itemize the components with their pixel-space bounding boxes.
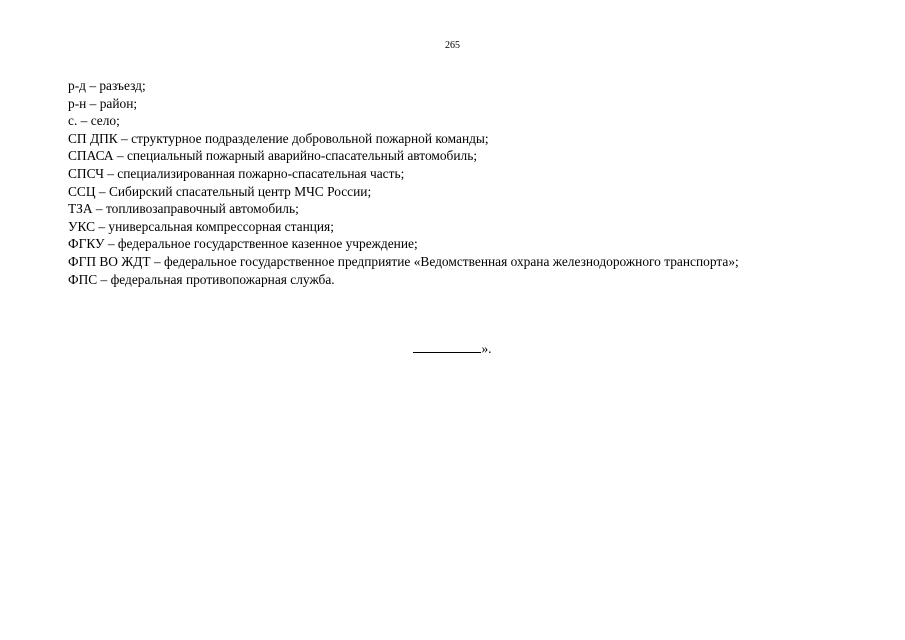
abbreviation-item — [68, 112, 888, 130]
abbreviation-definition: разъезд; — [99, 78, 146, 93]
abbreviation-separator: – — [95, 218, 109, 234]
abbreviation-term: с. — [68, 113, 78, 129]
abbreviation-item — [68, 147, 888, 165]
closing-quote: ». — [481, 341, 492, 356]
abbreviation-definition: село; — [90, 113, 120, 129]
abbreviation-term: ФПС — [68, 271, 98, 287]
abbreviation-separator: – — [86, 95, 100, 111]
abbreviation-term: р-н — [68, 95, 87, 111]
abbreviation-definition: район; — [99, 95, 138, 111]
page-number: 265 — [445, 40, 460, 51]
abbreviation-separator: – — [117, 130, 132, 146]
abbreviation-definition: федеральное государственное предприятие «Ведомственная охрана железнодорожного транспорта»; — [164, 253, 739, 269]
abbreviation-definition: структурное подразделение добровольной пожарной команды; — [131, 130, 489, 146]
abbreviation-separator: – — [97, 271, 111, 287]
abbreviation-separator: – — [104, 236, 118, 252]
abbreviation-definition: топливозаправочный автомобиль; — [105, 201, 299, 217]
abbreviation-list — [68, 77, 888, 288]
abbreviation-separator: – — [95, 183, 109, 199]
abbreviation-item — [68, 200, 888, 218]
closing-underline — [413, 339, 481, 353]
closing-mark — [0, 339, 905, 357]
abbreviation-term: СПСЧ — [68, 165, 104, 181]
abbreviation-item — [68, 218, 888, 236]
abbreviation-item — [68, 165, 888, 183]
abbreviation-definition: Сибирский спасательный центр МЧС России; — [108, 183, 372, 199]
abbreviation-term: ФГКУ — [68, 236, 105, 252]
abbreviation-term: ФГП ВО ЖДТ — [68, 253, 151, 269]
abbreviation-item — [68, 271, 888, 289]
abbreviation-definition: специальный пожарный аварийно-спасательный автомобиль; — [126, 148, 478, 164]
abbreviation-term: ТЗА — [68, 201, 93, 217]
abbreviation-definition: специализированная пожарно-спасательная часть; — [117, 165, 405, 181]
abbreviation-definition: федеральное государственное казенное учреждение; — [117, 236, 418, 252]
abbreviation-term: р-д — [68, 78, 86, 93]
abbreviation-item — [68, 95, 888, 113]
abbreviation-item — [68, 130, 888, 148]
abbreviation-separator: – — [113, 148, 127, 164]
abbreviation-separator: – — [92, 201, 106, 217]
abbreviation-term: УКС — [68, 218, 96, 234]
abbreviation-item — [68, 183, 888, 201]
abbreviation-item — [68, 253, 888, 271]
abbreviation-separator: – — [77, 113, 91, 129]
abbreviation-term: СПАСА — [68, 148, 114, 164]
abbreviation-term: ССЦ — [68, 183, 96, 199]
abbreviation-definition: федеральная противопожарная служба. — [110, 271, 335, 287]
abbreviation-item — [68, 77, 888, 95]
abbreviation-separator: – — [150, 253, 164, 269]
abbreviation-definition: универсальная компрессорная станция; — [108, 218, 334, 234]
abbreviation-separator: – — [85, 78, 100, 93]
abbreviation-separator: – — [103, 165, 118, 181]
abbreviation-term: СП ДПК — [68, 130, 118, 146]
abbreviation-item — [68, 235, 888, 253]
